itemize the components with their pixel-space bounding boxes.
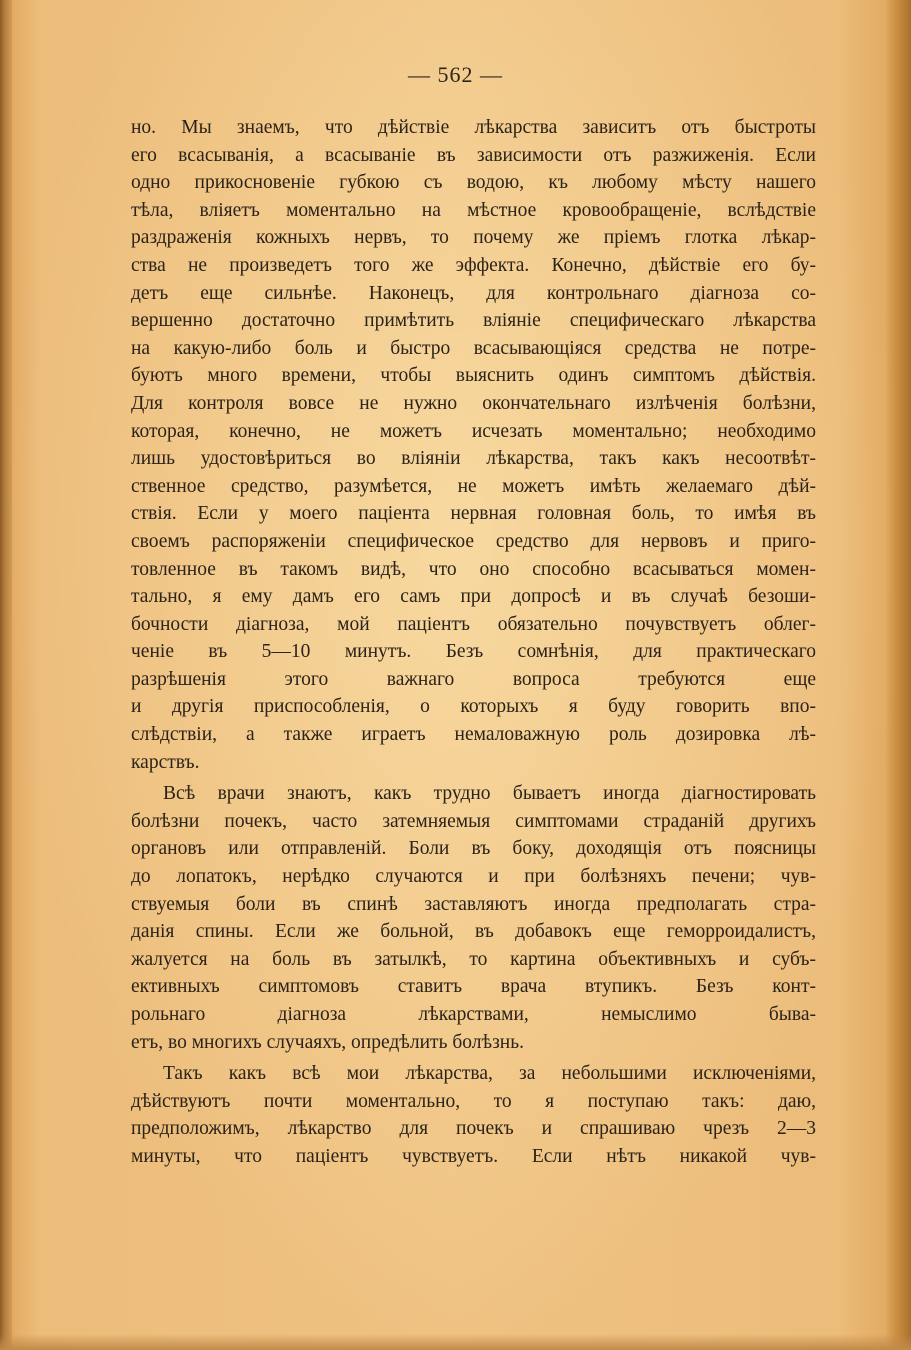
text-line: своемъ распоряженіи специфическое средство для нервовъ и приго- <box>131 530 816 552</box>
text-line: данія спины. Если же больной, въ добавокъ еще геморроидалистъ, <box>131 921 816 943</box>
text-line: до лопатокъ, нерѣдко случаются и при болѣзняхъ печени; чув- <box>131 866 816 888</box>
text-line: буютъ много времени, чтобы выяснить одинъ симптомъ дѣйствія. <box>131 365 816 387</box>
text-line: детъ еще сильнѣе. Наконецъ, для контрольнаго діагноза со- <box>131 282 816 304</box>
text-line: лишь удостовѣриться во вліяніи лѣкарства, такъ какъ несоотвѣт- <box>131 448 816 470</box>
text-line: жалуется на боль въ затылкѣ, то картина объективныхъ и субъ- <box>131 948 816 970</box>
text-line: болѣзни почекъ, часто затемняемыя симптомами страданій другихъ <box>131 810 816 832</box>
text-line: Всѣ врачи знаютъ, какъ трудно бываетъ иногда діагностировать <box>163 783 816 805</box>
text-line: ствуемыя боли въ спинѣ заставляютъ иногда предполагать стра- <box>131 893 816 915</box>
text-line: карствъ. <box>131 751 200 773</box>
text-line: ченіе въ 5—10 минутъ. Безъ сомнѣнія, для практическаго <box>131 641 816 663</box>
text-line: Для контроля вовсе не нужно окончательнаго излѣченія болѣзни, <box>131 392 816 414</box>
text-line: одно прикосновеніе губкою съ водою, къ любому мѣсту нашего <box>131 172 816 194</box>
text-line: органовъ или отправленій. Боли въ боку, доходящія отъ поясницы <box>131 838 816 860</box>
text-line: разрѣшенія этого важнаго вопроса требуются еще <box>131 668 816 690</box>
text-line: которая, конечно, не можетъ исчезать моментально; необходимо <box>131 420 816 442</box>
text-line: слѣдствіи, а также играетъ немаловажную роль дозировка лѣ- <box>131 724 816 746</box>
text-line: тѣла, вліяетъ моментально на мѣстное кровообращеніе, вслѣдствіе <box>131 199 816 221</box>
text-line: дѣйствуютъ почти моментально, то я поступаю такъ: даю, <box>131 1090 816 1112</box>
text-line: ственное средство, разумѣется, не можетъ имѣть желаемаго дѣй- <box>131 475 816 497</box>
text-line: вершенно достаточно примѣтить вліяніе специфическаго лѣкарства <box>131 310 816 332</box>
text-line: но. Мы знаемъ, что дѣйствіе лѣкарства зависитъ отъ быстроты <box>131 117 816 138</box>
page-number: — 562 — <box>408 62 503 87</box>
text-line: бочности діагноза, мой паціентъ обязательно почувствуетъ облег- <box>131 613 816 635</box>
text-line: на какую-либо боль и быстро всасывающіяся средства не потре- <box>131 337 816 359</box>
text-line: минуты, что паціентъ чувствуетъ. Если нѣтъ никакой чув- <box>131 1145 816 1167</box>
text-line: его всасыванія, а всасываніе въ зависимости отъ разжиженія. Если <box>131 144 816 166</box>
page-bottom-edge <box>0 1334 911 1350</box>
text-line: рольнаго діагноза лѣкарствами, немыслимо быва- <box>131 1004 816 1025</box>
page-right-edge <box>885 0 911 1350</box>
text-line: Такъ какъ всѣ мои лѣкарства, за небольшими исключеніями, <box>163 1063 816 1085</box>
body-text <box>131 114 816 1171</box>
text-line: и другія приспособленія, о которыхъ я буду говорить впо- <box>131 696 816 718</box>
text-line: ства не произведетъ того же эффекта. Конечно, дѣйствіе его бу- <box>131 254 816 276</box>
text-line: раздраженія кожныхъ нервъ, то почему же пріемъ глотка лѣкар- <box>131 227 816 249</box>
text-line: товленное въ такомъ видѣ, что оно способно всасываться момен- <box>131 558 816 580</box>
text-line: тально, я ему дамъ его самъ при допросѣ и въ случаѣ безоши- <box>131 586 816 608</box>
text-line: предположимъ, лѣкарство для почекъ и спрашиваю чрезъ 2—3 <box>131 1118 816 1140</box>
text-line: етъ, во многихъ случаяхъ, опредѣлить болѣзнь. <box>131 1031 524 1053</box>
text-line: ективныхъ симптомовъ ставитъ врача втупикъ. Безъ конт- <box>131 976 816 998</box>
page-left-edge <box>0 0 12 1350</box>
text-line: ствія. Если у моего паціента нервная головная боль, то имѣя въ <box>131 503 816 525</box>
